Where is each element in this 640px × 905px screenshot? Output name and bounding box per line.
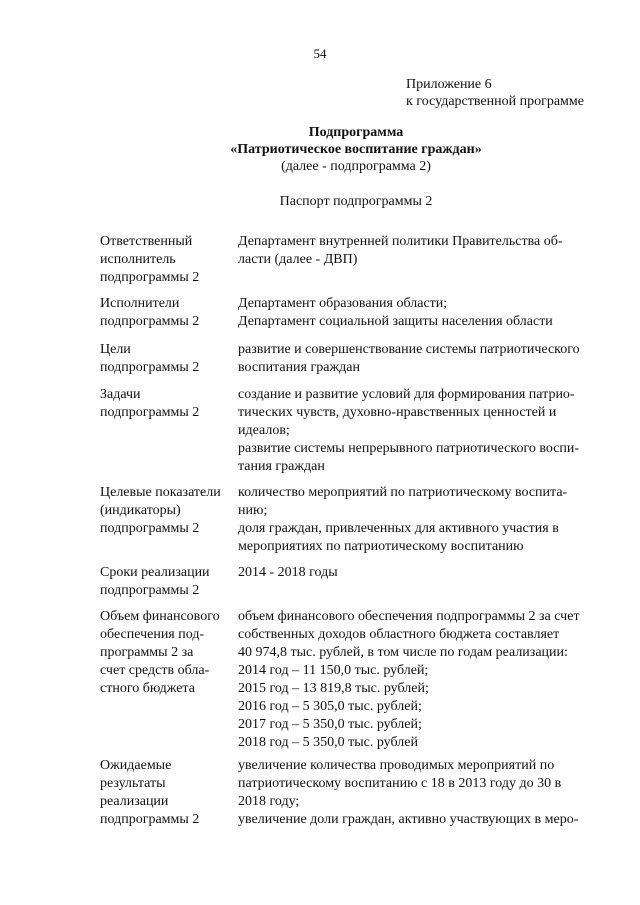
row-label [100, 484, 236, 538]
row-value [238, 484, 610, 556]
row-label [100, 341, 236, 377]
value-line: 2015 год – 13 819,8 тыс. рублей; [238, 681, 429, 696]
value-line: мероприятиях по патриотическому воспитанию [238, 539, 524, 554]
value-line: 40 974,8 тыс. рублей, в том числе по годам реализации: [238, 645, 568, 660]
label-line: стного бюджета [100, 681, 195, 696]
label-line: (индикаторы) [100, 503, 181, 518]
page-number: 54 [313, 46, 327, 61]
subprogram-title: Подпрограмма [308, 125, 404, 140]
label-line: подпрограммы 2 [100, 360, 200, 375]
subprogram-header [0, 124, 640, 175]
label-line: реализации [100, 794, 169, 809]
row-label [100, 295, 236, 331]
value-line: Департамент социальной защиты населения области [238, 314, 553, 329]
row-label [100, 757, 236, 829]
value-line: ласти (далее - ДВП) [238, 252, 358, 267]
row-value [238, 386, 610, 476]
row-value [238, 295, 610, 331]
row-label [100, 233, 236, 287]
label-line: Ответственный [100, 234, 193, 249]
label-line: программы 2 за [100, 645, 194, 660]
subprogram-name: «Патриотическое воспитание граждан» [230, 142, 482, 157]
value-line: 2017 год – 5 350,0 тыс. рублей; [238, 717, 422, 732]
value-line: доля граждан, привлеченных для активного участия в [238, 521, 559, 536]
value-line: развитие системы непрерывного патриотического воспи- [238, 441, 580, 456]
label-line: обеспечения под- [100, 627, 205, 642]
appendix-note [406, 76, 584, 110]
label-line: подпрограммы 2 [100, 583, 200, 598]
passport-title: Паспорт подпрограммы 2 [279, 194, 433, 209]
label-line: подпрограммы 2 [100, 812, 200, 827]
value-line: собственных доходов областного бюджета составляет [238, 627, 560, 642]
value-line: количество мероприятий по патриотическому воспита- [238, 485, 568, 500]
value-line: идеалов; [238, 423, 290, 438]
label-line: Объем финансового [100, 609, 220, 624]
label-line: подпрограммы 2 [100, 270, 200, 285]
label-line: исполнитель [100, 252, 176, 267]
row-label [100, 608, 236, 698]
label-line: счет средств обла- [100, 663, 210, 678]
label-line: подпрограммы 2 [100, 314, 200, 329]
row-label [100, 386, 236, 422]
label-line: подпрограммы 2 [100, 521, 200, 536]
value-line: объем финансового обеспечения подпрограммы 2 за счет [238, 609, 580, 624]
label-line: Исполнители [100, 296, 180, 311]
value-line: 2016 год – 5 305,0 тыс. рублей; [238, 699, 422, 714]
value-line: Департамент внутренней политики Правительства об- [238, 234, 563, 249]
label-line: Целевые показатели [100, 485, 221, 500]
value-line: 2018 году; [238, 794, 300, 809]
row-value [238, 233, 610, 269]
label-line: результаты [100, 776, 166, 791]
appendix-line: к государственной программе [406, 94, 584, 109]
label-line: Цели [100, 342, 131, 357]
appendix-line: Приложение 6 [406, 77, 492, 92]
value-line: увеличение доли граждан, активно участвующих в меро- [238, 812, 579, 827]
row-value [238, 608, 610, 752]
row-value [238, 757, 610, 829]
label-line: подпрограммы 2 [100, 405, 200, 420]
value-line: 2014 - 2018 годы [238, 565, 338, 580]
row-label [100, 564, 236, 600]
label-line: Задачи [100, 387, 141, 402]
value-line: патриотическому воспитанию с 18 в 2013 году до 30 в [238, 776, 562, 791]
value-line: тических чувств, духовно-нравственных ценностей и [238, 405, 557, 420]
label-line: Ожидаемые [100, 758, 172, 773]
value-line: 2014 год – 11 150,0 тыс. рублей; [238, 663, 429, 678]
value-line: воспитания граждан [238, 360, 360, 375]
value-line: создание и развитие условий для формирования патрио- [238, 387, 575, 402]
row-value [238, 564, 610, 582]
value-line: нию; [238, 503, 268, 518]
row-value [238, 341, 610, 377]
value-line: развитие и совершенствование системы патриотического [238, 342, 580, 357]
value-line: увеличение количества проводимых мероприятий по [238, 758, 555, 773]
value-line: 2018 год – 5 350,0 тыс. рублей [238, 735, 418, 750]
subprogram-note: (далее - подпрограмма 2) [281, 159, 431, 174]
label-line: Сроки реализации [100, 565, 210, 580]
value-line: Департамент образования области; [238, 296, 448, 311]
value-line: тания граждан [238, 459, 325, 474]
